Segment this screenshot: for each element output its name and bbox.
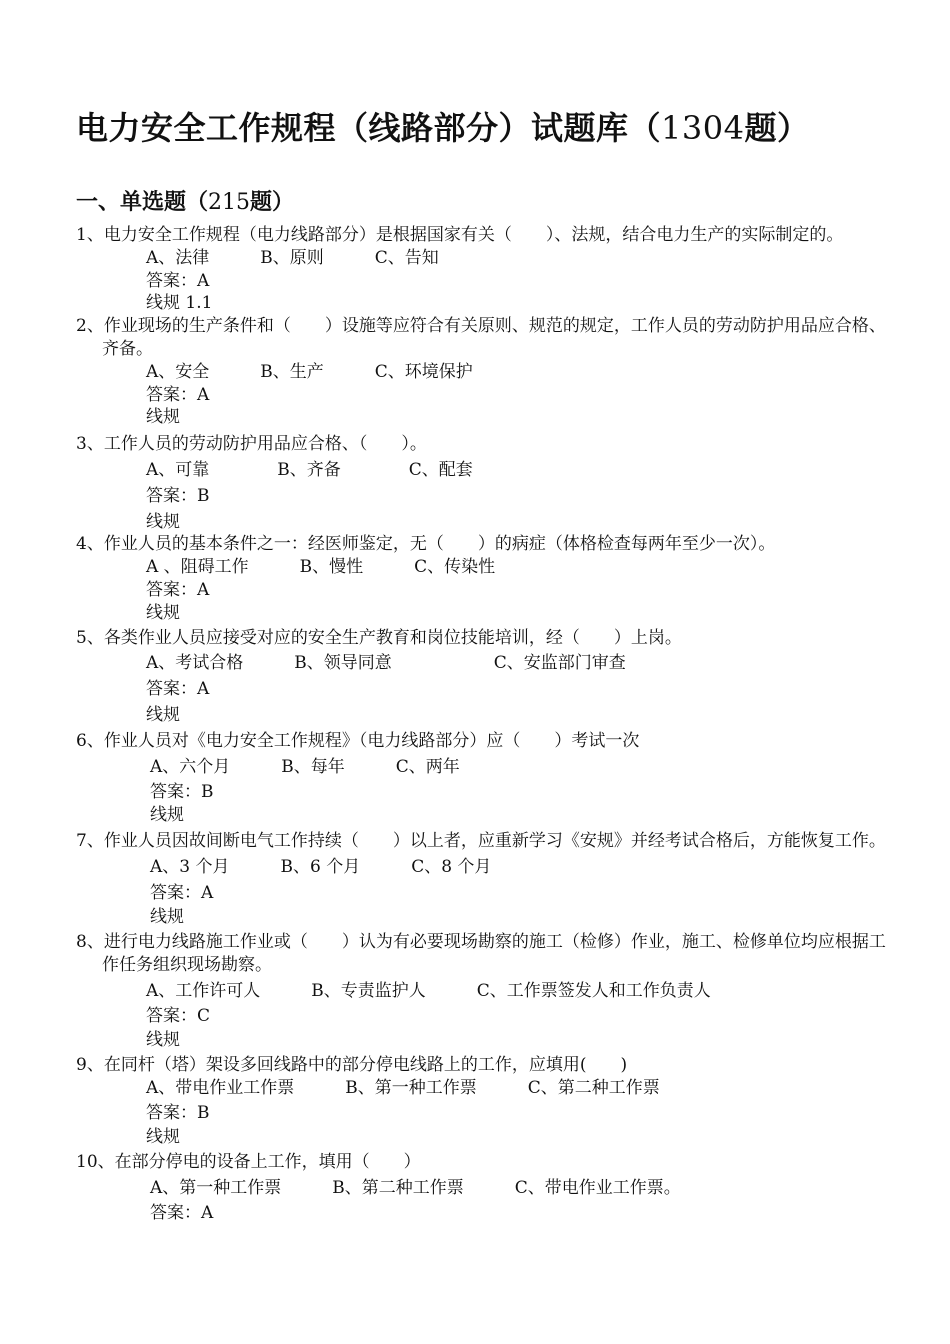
question-answer: 答案：A	[146, 270, 210, 291]
question-stem: 5、各类作业人员应接受对应的安全生产教育和岗位技能培训，经（ ）上岗。	[76, 627, 682, 648]
question-reference: 线规 1.1	[146, 293, 213, 314]
question-stem: 9、在同杆（塔）架设多回线路中的部分停电线路上的工作，应填用( )	[76, 1055, 628, 1076]
question-answer: 答案：A	[146, 679, 210, 700]
question-reference: 线规	[146, 704, 180, 725]
question-options: A、工作许可人 B、专责监护人 C、工作票签发人和工作负责人	[146, 980, 711, 1001]
question-2	[76, 315, 886, 429]
question-9	[76, 1054, 886, 1149]
question-reference: 线规	[150, 805, 184, 826]
question-options: A、安全 B、生产 C、环境保护	[146, 361, 473, 382]
question-answer: 答案：C	[146, 1005, 211, 1026]
question-reference: 线规	[146, 1030, 180, 1051]
question-8	[76, 931, 886, 1052]
question-answer: 答案：A	[146, 384, 210, 405]
question-4	[76, 533, 886, 624]
question-options: A 、阻碍工作 B、慢性 C、传染性	[146, 557, 496, 578]
question-1	[76, 224, 886, 315]
question-answer: 答案：B	[146, 1102, 210, 1123]
question-options: A、3 个月 B、6 个月 C、8 个月	[150, 856, 492, 877]
question-answer: 答案：A	[150, 1202, 214, 1223]
question-list	[76, 224, 886, 1225]
title-count: 1304	[661, 109, 745, 147]
question-stem: 3、工作人员的劳动防护用品应合格、（ ）。	[76, 434, 427, 455]
question-options: A、可靠 B、齐备 C、配套	[146, 459, 473, 480]
question-answer: 答案：A	[150, 882, 214, 903]
question-reference: 线规	[146, 407, 180, 428]
question-6	[76, 730, 886, 827]
question-reference: 线规	[146, 602, 180, 623]
question-answer: 答案：B	[150, 782, 214, 803]
question-reference: 线规	[150, 907, 184, 928]
question-10	[76, 1151, 886, 1224]
question-5	[76, 627, 886, 727]
question-stem: 10、在部分停电的设备上工作，填用（ ）	[76, 1152, 421, 1173]
question-stem: 6、作业人员对《电力安全工作规程》（电力线路部分）应（ ）考试一次	[76, 730, 640, 751]
question-answer: 答案：B	[146, 485, 210, 506]
question-options: A、考试合格 B、领导同意 C、安监部门审查	[146, 653, 626, 674]
question-7	[76, 830, 886, 929]
question-reference: 线规	[146, 1127, 180, 1148]
question-options: A、法律 B、原则 C、告知	[146, 247, 439, 268]
question-3	[76, 433, 886, 533]
question-stem: 4、作业人员的基本条件之一：经医师鉴定，无（ ）的病症（体格检查每两年至少一次）。	[76, 534, 776, 555]
question-stem: 8、进行电力线路施工作业或（ ）认为有必要现场勘察的施工（检修）作业，施工、检修单位均应根据工作任务组织现场勘察。	[76, 932, 886, 975]
question-options: A、带电作业工作票 B、第一种工作票 C、第二种工作票	[146, 1077, 660, 1098]
question-stem: 1、电力安全工作规程（电力线路部分）是根据国家有关（ ）、法规，结合电力生产的实际制定的。	[76, 225, 844, 245]
section-heading: 一、单选题（215题）	[76, 189, 295, 215]
document-title: 电力安全工作规程（线路部分）试题库（1304题）	[76, 109, 810, 147]
section-count: 215	[208, 190, 251, 215]
question-reference: 线规	[146, 511, 180, 532]
question-stem: 7、作业人员因故间断电气工作持续（ ）以上者，应重新学习《安规》并经考试合格后，方能恢复工作。	[76, 830, 886, 851]
question-answer: 答案：A	[146, 579, 210, 600]
question-options: A、第一种工作票 B、第二种工作票 C、带电作业工作票。	[150, 1178, 681, 1199]
question-options: A、六个月 B、每年 C、两年	[150, 756, 460, 777]
question-stem: 2、作业现场的生产条件和（ ）设施等应符合有关原则、规范的规定，工作人员的劳动防护用品应合格、齐备。	[76, 316, 886, 359]
